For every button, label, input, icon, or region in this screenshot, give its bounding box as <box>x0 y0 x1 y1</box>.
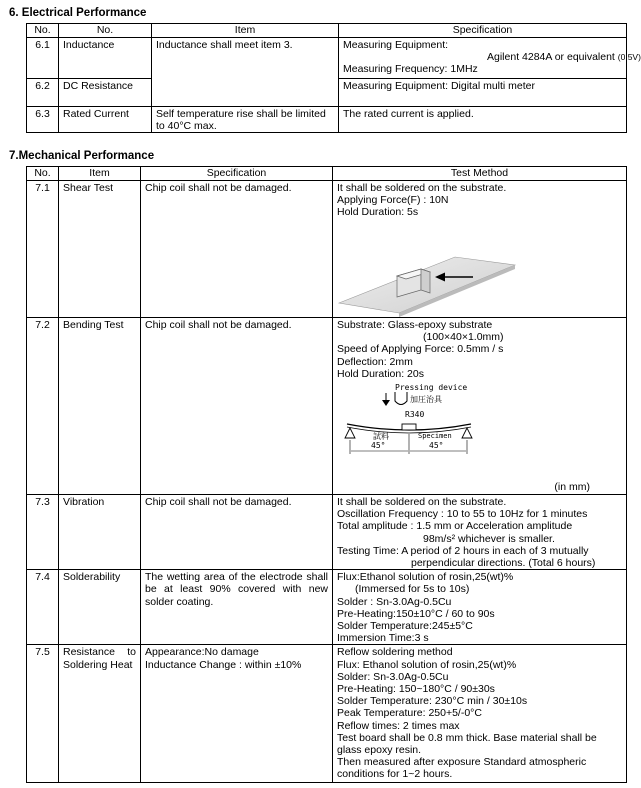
left-support <box>345 428 355 438</box>
specimen-chip <box>402 424 416 430</box>
method-line: It shall be soldered on the substrate. <box>337 182 507 194</box>
spec-line: Measuring Equipment: <box>343 39 449 51</box>
row-7-1-method <box>333 181 627 318</box>
row-7-4-no: 7.4 <box>27 570 59 645</box>
row-7-3-spec: Chip coil shall not be damaged. <box>141 495 333 570</box>
row-7-5-method <box>333 645 627 783</box>
method-line: (100×40×1.0mm) <box>423 331 504 344</box>
method-line: Deflection: 2mm <box>337 355 413 368</box>
method-line: Total amplitude : 1.5 mm or Acceleration amplitude <box>337 520 573 533</box>
method-line: It shall be soldered on the substrate. <box>337 496 507 508</box>
bending-test-figure <box>339 382 479 462</box>
row-7-1-spec: Chip coil shall not be damaged. <box>141 181 333 318</box>
row-7-2-method <box>333 318 627 495</box>
method-line: Hold Duration: 20s <box>337 367 424 380</box>
row-7-3-item: Vibration <box>59 495 141 570</box>
method-line: Pre-Heating: 150~180°C / 90±30s <box>337 683 495 696</box>
radius-label: R340 <box>405 410 425 419</box>
specimen-label: Specimen <box>418 432 452 440</box>
mechanical-performance-table <box>26 166 627 783</box>
row-6-2-spec: Measuring Equipment: Digital multi meter <box>339 79 627 107</box>
dimension-right: 45° <box>429 441 444 450</box>
unit-note: (in mm) <box>554 480 590 493</box>
header-no-2: No. <box>59 24 152 38</box>
row-6-1-spec-item: Inductance shall meet item 3. <box>152 38 339 107</box>
method-line: Reflow times: 2 times max <box>337 719 460 732</box>
pressing-device-jp: 加圧治具 <box>410 395 442 404</box>
method-line: Solder: Sn-3.0Ag-0.5Cu <box>337 670 449 683</box>
method-line: Testing Time: A period of 2 hours in each of 3 mutually <box>337 544 589 557</box>
method-line: Reflow soldering method <box>337 646 453 659</box>
method-line: Test board shall be 0.8 mm thick. Base material shall be glass epoxy resin. <box>337 731 597 757</box>
row-7-1-no: 7.1 <box>27 181 59 318</box>
method-line: Solder : Sn-3.0Ag-0.5Cu <box>337 595 452 608</box>
row-7-5-spec <box>141 645 333 783</box>
method-line: 98m/s² whichever is smaller. <box>423 532 555 545</box>
spec-line: Appearance:No damage <box>145 646 259 659</box>
header-item: Item <box>152 24 339 38</box>
spec-line: Measuring Frequency: 1MHz <box>343 63 478 76</box>
method-line: Then measured after exposure Standard atmospheric conditions for 1~2 hours. <box>337 756 587 781</box>
row-7-1-item: Shear Test <box>59 181 141 318</box>
header-specification: Specification <box>339 24 627 38</box>
row-6-3-item: Rated Current <box>59 107 152 133</box>
header-no: No. <box>27 167 59 181</box>
row-7-3-method <box>333 495 627 570</box>
electrical-performance-table <box>26 23 641 133</box>
row-7-3-no: 7.3 <box>27 495 59 570</box>
method-line: Immersion Time:3 s <box>337 632 429 645</box>
spec-voltage: (0.5V) <box>617 52 641 63</box>
spec-line: Inductance Change : within ±10% <box>145 658 302 671</box>
row-6-3-no: 6.3 <box>27 107 59 133</box>
method-line: Applying Force(F) : 10N <box>337 194 449 207</box>
method-line: Peak Temperature: 250+5/-0°C <box>337 707 482 720</box>
section-6-title: 6. Electrical Performance <box>9 7 147 19</box>
row-7-2-no: 7.2 <box>27 318 59 495</box>
method-line: Flux: Ethanol solution of rosin,25(wt)% <box>337 658 517 671</box>
header-test-method: Test Method <box>333 167 627 181</box>
right-support <box>462 428 472 438</box>
row-6-2-item: DC Resistance <box>59 79 152 107</box>
row-7-5-no: 7.5 <box>27 645 59 783</box>
section-7-title: 7.Mechanical Performance <box>9 150 155 162</box>
method-line: Hold Duration: 5s <box>337 206 419 219</box>
method-line: (Immersed for 5s to 10s) <box>355 583 470 596</box>
shear-test-figure <box>337 225 517 315</box>
specimen-jp: 試料 <box>373 432 389 441</box>
dimension-left: 45° <box>371 441 386 450</box>
row-7-4-item: Solderability <box>59 570 141 645</box>
method-line: Pre-Heating:150±10°C / 60 to 90s <box>337 607 495 620</box>
method-line: Speed of Applying Force: 0.5mm / s <box>337 343 504 356</box>
row-6-3-spec: The rated current is applied. <box>339 107 627 133</box>
row-6-1-item: Inductance <box>59 38 152 79</box>
row-7-4-method <box>333 570 627 645</box>
row-6-3-spec-item: Self temperature rise shall be limited to 40°C max. <box>152 107 339 133</box>
row-7-5-item: Resistance to Soldering Heat <box>59 645 141 783</box>
pressing-jig <box>395 392 407 405</box>
method-line: perpendicular directions. (Total 6 hours) <box>411 557 596 570</box>
row-7-2-item: Bending Test <box>59 318 141 495</box>
method-line: Substrate: Glass-epoxy substrate <box>337 319 493 331</box>
row-6-1-spec <box>339 38 641 79</box>
pressing-device-label: Pressing device <box>395 383 468 392</box>
method-line: Flux:Ethanol solution of rosin,25(wt)% <box>337 571 514 584</box>
header-specification: Specification <box>141 167 333 181</box>
row-6-2-no: 6.2 <box>27 79 59 107</box>
header-no: No. <box>27 24 59 38</box>
method-line: Solder Temperature: 230°C min / 30±10s <box>337 695 528 708</box>
method-line: Oscillation Frequency : 10 to 55 to 10Hz for 1 minutes <box>337 508 588 521</box>
spec-line <box>343 51 641 64</box>
spec-equipment: Agilent 4284A or equivalent <box>487 51 615 64</box>
row-7-2-spec: Chip coil shall not be damaged. <box>141 318 333 495</box>
method-line: Solder Temperature:245±5°C <box>337 620 473 633</box>
chip-side <box>421 269 430 293</box>
row-7-4-spec: The wetting area of the electrode shall be at least 90% covered with new solder coating. <box>141 570 333 645</box>
header-item: Item <box>59 167 141 181</box>
row-6-1-no: 6.1 <box>27 38 59 79</box>
